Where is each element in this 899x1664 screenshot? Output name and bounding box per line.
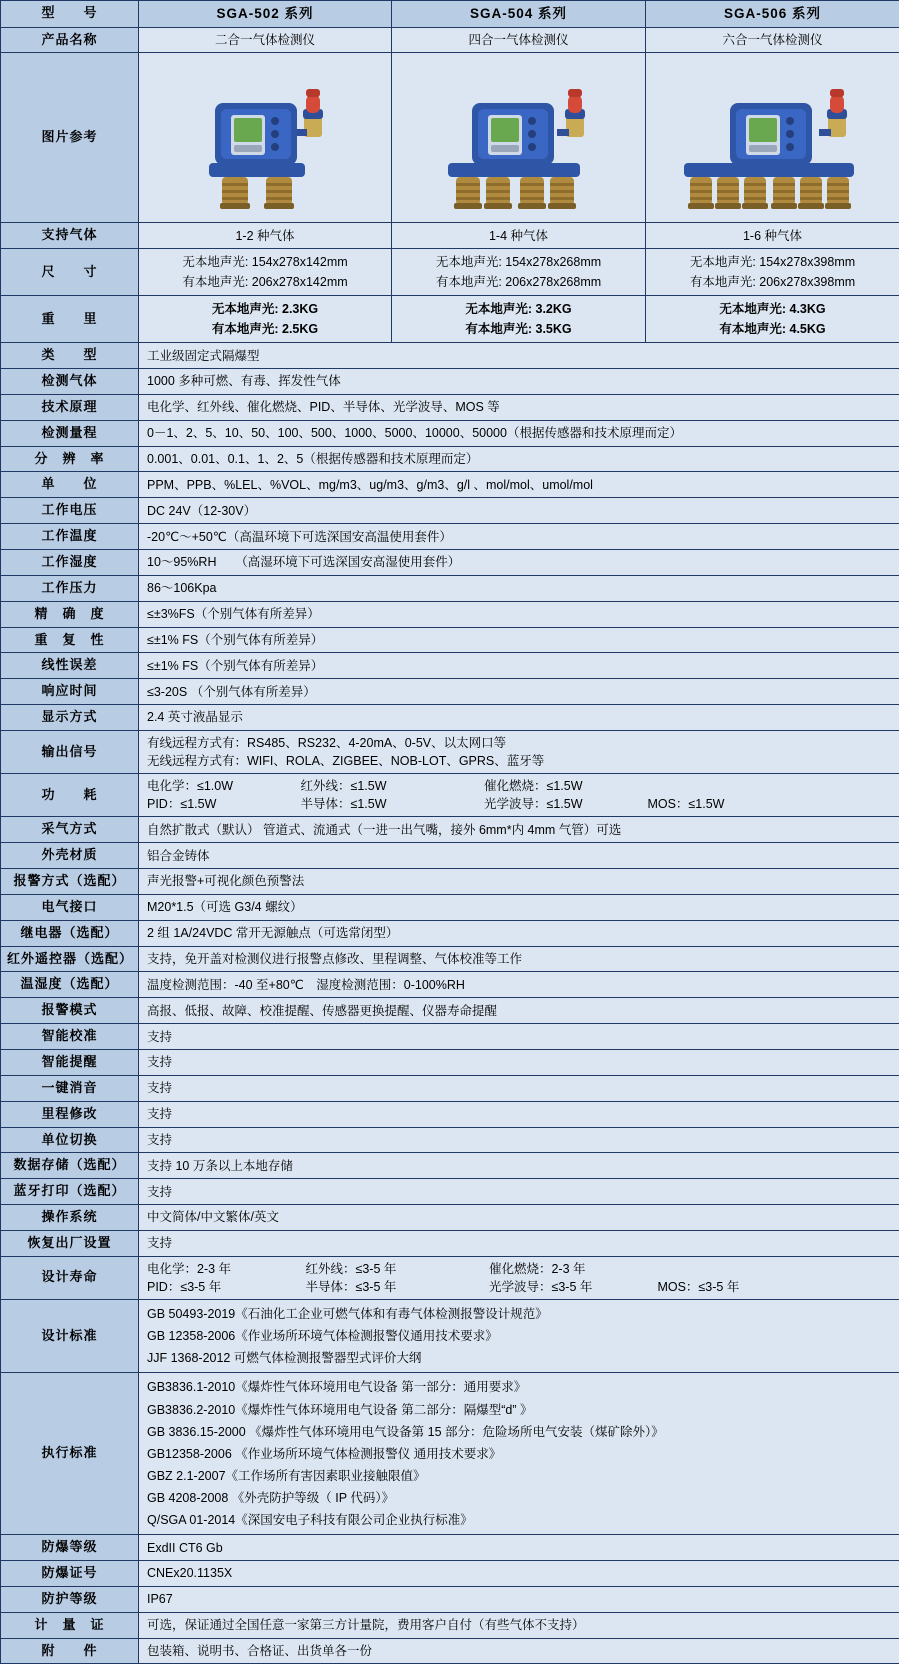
row-label-size: 尺 寸 — [1, 249, 139, 296]
table-row-model — [1, 1, 899, 28]
table-row-unit-switch — [1, 1127, 899, 1153]
row-label-alarm-mode: 报警模式 — [1, 998, 139, 1024]
table-row-image-ref — [1, 53, 899, 223]
model-col-3: SGA-506 系列 — [646, 1, 899, 28]
table-row-unit — [1, 472, 899, 498]
row-label-weight: 重 里 — [1, 296, 139, 343]
power-mos: MOS：≤1.5W — [647, 797, 724, 811]
weight-col-2 — [392, 296, 646, 343]
table-row-alarm-type — [1, 869, 899, 895]
row-label-smart-reminder: 智能提醒 — [1, 1050, 139, 1076]
power-semiconductor: 半导体：≤1.5W — [300, 795, 480, 813]
size-3-with-alarm: 有本地声光: 206x278x398mm — [652, 272, 893, 292]
table-row-alarm-mode — [1, 998, 899, 1024]
table-row-response-time — [1, 679, 899, 705]
life-optical: 光学波导：≤3-5 年 — [489, 1278, 654, 1296]
support-gas-1: 1-2 种气体 — [139, 223, 392, 249]
row-value-sampling: 自然扩散式（默认） 管道式、流通式（一进一出气嘴，接外 6mm*内 4mm 气管）可选 — [139, 817, 899, 843]
support-gas-2: 1-4 种气体 — [392, 223, 646, 249]
row-value-output-signal — [139, 730, 899, 773]
design-life-line-2 — [147, 1278, 893, 1296]
row-value-metrology-cert: 可选，保证通过全国任意一家第三方计量院，费用客户自付（有些气体不支持） — [139, 1612, 899, 1638]
gas-detector-icon — [660, 59, 885, 214]
row-label-linearity: 线性误差 — [1, 653, 139, 679]
table-row-humidity — [1, 550, 899, 576]
table-row-voltage — [1, 498, 899, 524]
weight-1-with-alarm: 有本地声光: 2.5KG — [145, 319, 385, 339]
row-value-alarm-mode: 高报、低报、故障、校准提醒、传感器更换提醒、仪器寿命提醒 — [139, 998, 899, 1024]
row-value-ip-rating: IP67 — [139, 1586, 899, 1612]
weight-3-no-alarm: 无本地声光: 4.3KG — [652, 299, 893, 319]
table-row-temperature — [1, 524, 899, 550]
life-pid: PID：≤3-5 年 — [147, 1278, 302, 1296]
row-label-relay: 继电器（选配） — [1, 920, 139, 946]
device-image-6in1 — [646, 53, 899, 223]
row-value-temperature: -20℃～+50℃（高温环境下可选深国安高温使用套件） — [139, 524, 899, 550]
power-electrochemical: 电化学：≤1.0W — [147, 777, 297, 795]
row-label-product-name: 产品名称 — [1, 27, 139, 53]
row-value-power — [139, 774, 899, 817]
row-label-temperature: 工作温度 — [1, 524, 139, 550]
row-label-data-storage: 数据存储（选配） — [1, 1153, 139, 1179]
weight-col-3 — [646, 296, 899, 343]
gas-detector-icon — [165, 59, 365, 214]
power-catalytic: 催化燃烧：≤1.5W — [484, 779, 583, 793]
table-row-range-modify — [1, 1101, 899, 1127]
table-row-accessories — [1, 1638, 899, 1664]
row-value-type: 工业级固定式隔爆型 — [139, 343, 899, 369]
row-value-data-storage: 支持 10 万条以上本地存储 — [139, 1153, 899, 1179]
table-row-size — [1, 249, 899, 296]
row-value-bluetooth-print: 支持 — [139, 1179, 899, 1205]
row-label-os: 操作系统 — [1, 1205, 139, 1231]
table-row-mute — [1, 1075, 899, 1101]
row-value-range-modify: 支持 — [139, 1101, 899, 1127]
row-value-os: 中文简体/中文繁体/英文 — [139, 1205, 899, 1231]
row-label-bluetooth-print: 蓝牙打印（选配） — [1, 1179, 139, 1205]
row-label-housing: 外壳材质 — [1, 843, 139, 869]
row-value-pressure: 86～106Kpa — [139, 575, 899, 601]
table-row-resolution — [1, 446, 899, 472]
table-row-tech-principle — [1, 394, 899, 420]
product-name-2: 四合一气体检测仪 — [392, 27, 646, 53]
row-label-image-ref: 图片参考 — [1, 53, 139, 223]
table-row-detect-gas — [1, 369, 899, 395]
table-row-electrical-interface — [1, 894, 899, 920]
power-line-2 — [147, 795, 893, 813]
row-label-pressure: 工作压力 — [1, 575, 139, 601]
table-row-relay — [1, 920, 899, 946]
output-signal-wireless: 无线远程方式有：WIFI、ROLA、ZIGBEE、NOB-LOT、GPRS、蓝牙等 — [147, 752, 893, 770]
row-label-display: 显示方式 — [1, 705, 139, 731]
row-value-smart-calibration: 支持 — [139, 1024, 899, 1050]
weight-1-no-alarm: 无本地声光: 2.3KG — [145, 299, 385, 319]
table-row-design-standard — [1, 1300, 899, 1373]
size-2-with-alarm: 有本地声光: 206x278x268mm — [398, 272, 639, 292]
weight-col-1 — [139, 296, 392, 343]
row-value-detect-gas: 1000 多种可燃、有毒、挥发性气体 — [139, 369, 899, 395]
power-infrared: 红外线：≤1.5W — [300, 777, 480, 795]
row-value-smart-reminder: 支持 — [139, 1050, 899, 1076]
size-2-no-alarm: 无本地声光: 154x278x268mm — [398, 252, 639, 272]
row-value-ex-cert: CNEx20.1135X — [139, 1561, 899, 1587]
row-label-ip-rating: 防护等级 — [1, 1586, 139, 1612]
row-label-factory-reset: 恢复出厂设置 — [1, 1230, 139, 1256]
row-label-ex-rating: 防爆等级 — [1, 1535, 139, 1561]
row-label-accuracy: 精 确 度 — [1, 601, 139, 627]
row-label-tech-principle: 技术原理 — [1, 394, 139, 420]
row-label-resolution: 分 辨 率 — [1, 446, 139, 472]
table-row-linearity — [1, 653, 899, 679]
table-row-repeatability — [1, 627, 899, 653]
table-row-display — [1, 705, 899, 731]
row-value-design-life — [139, 1256, 899, 1299]
weight-2-no-alarm: 无本地声光: 3.2KG — [398, 299, 639, 319]
exec-standard-item: GB12358-2006 《作业场所环境气体检测报警仪 通用技术要求》 — [147, 1443, 893, 1465]
table-row-type — [1, 343, 899, 369]
support-gas-3: 1-6 种气体 — [646, 223, 899, 249]
model-col-1: SGA-502 系列 — [139, 1, 392, 28]
row-label-power: 功 耗 — [1, 774, 139, 817]
row-label-type: 类 型 — [1, 343, 139, 369]
table-row-ex-rating — [1, 1535, 899, 1561]
size-col-3 — [646, 249, 899, 296]
row-label-output-signal: 输出信号 — [1, 730, 139, 773]
row-label-design-standard: 设计标准 — [1, 1300, 139, 1373]
row-value-ex-rating: ExdII CT6 Gb — [139, 1535, 899, 1561]
row-value-electrical-interface: M20*1.5（可选 G3/4 螺纹） — [139, 894, 899, 920]
power-line-1 — [147, 777, 893, 795]
row-label-mute: 一键消音 — [1, 1075, 139, 1101]
table-row-design-life — [1, 1256, 899, 1299]
row-value-factory-reset: 支持 — [139, 1230, 899, 1256]
table-row-factory-reset — [1, 1230, 899, 1256]
weight-3-with-alarm: 有本地声光: 4.5KG — [652, 319, 893, 339]
table-row-sampling — [1, 817, 899, 843]
table-row-pressure — [1, 575, 899, 601]
row-label-electrical-interface: 电气接口 — [1, 894, 139, 920]
table-row-smart-calibration — [1, 1024, 899, 1050]
row-label-range: 检测量程 — [1, 420, 139, 446]
exec-standard-item: GB 3836.15-2000 《爆炸性气体环境用电气设备第 15 部分：危险场所电气安装（煤矿除外）》 — [147, 1421, 893, 1443]
model-col-2: SGA-504 系列 — [392, 1, 646, 28]
row-label-metrology-cert: 计 量 证 — [1, 1612, 139, 1638]
row-value-ir-remote: 支持，免开盖对检测仪进行报警点修改、里程调整、气体校准等工作 — [139, 946, 899, 972]
row-label-range-modify: 里程修改 — [1, 1101, 139, 1127]
row-value-relay: 2 组 1A/24VDC 常开无源触点（可选常闭型） — [139, 920, 899, 946]
product-name-1: 二合一气体检测仪 — [139, 27, 392, 53]
row-value-response-time: ≤3-20S （个别气体有所差异） — [139, 679, 899, 705]
size-1-with-alarm: 有本地声光: 206x278x142mm — [145, 272, 385, 292]
size-col-1 — [139, 249, 392, 296]
row-label-repeatability: 重 复 性 — [1, 627, 139, 653]
table-row-ip-rating — [1, 1586, 899, 1612]
row-value-display: 2.4 英寸液晶显示 — [139, 705, 899, 731]
row-label-support-gas: 支持气体 — [1, 223, 139, 249]
table-row-bluetooth-print — [1, 1179, 899, 1205]
table-row-metrology-cert — [1, 1612, 899, 1638]
table-row-accuracy — [1, 601, 899, 627]
device-image-2in1 — [139, 53, 392, 223]
row-value-humidity: 10～95%RH （高湿环境下可选深国安高湿使用套件） — [139, 550, 899, 576]
table-row-housing — [1, 843, 899, 869]
design-life-line-1 — [147, 1260, 893, 1278]
life-mos: MOS：≤3-5 年 — [657, 1280, 739, 1294]
row-label-detect-gas: 检测气体 — [1, 369, 139, 395]
exec-standard-item: GBZ 2.1-2007《工作场所有害因素职业接触限值》 — [147, 1465, 893, 1487]
row-label-model: 型 号 — [1, 1, 139, 28]
row-label-unit: 单 位 — [1, 472, 139, 498]
row-value-design-standard — [139, 1300, 899, 1373]
table-row-ir-remote — [1, 946, 899, 972]
table-row-power — [1, 774, 899, 817]
row-value-unit: PPM、PPB、%LEL、%VOL、mg/m3、ug/m3、g/m3、g/l 、mol/mol、umol/mol — [139, 472, 899, 498]
row-label-response-time: 响应时间 — [1, 679, 139, 705]
row-label-smart-calibration: 智能校准 — [1, 1024, 139, 1050]
product-name-3: 六合一气体检测仪 — [646, 27, 899, 53]
power-optical: 光学波导：≤1.5W — [484, 795, 644, 813]
table-row-smart-reminder — [1, 1050, 899, 1076]
row-value-mute: 支持 — [139, 1075, 899, 1101]
row-label-ex-cert: 防爆证号 — [1, 1561, 139, 1587]
life-catalytic: 催化燃烧：2-3 年 — [489, 1262, 586, 1276]
row-label-voltage: 工作电压 — [1, 498, 139, 524]
row-value-accuracy: ≤±3%FS（个别气体有所差异） — [139, 601, 899, 627]
row-value-linearity: ≤±1% FS（个别气体有所差异） — [139, 653, 899, 679]
table-row-ex-cert — [1, 1561, 899, 1587]
exec-standard-item: GB3836.2-2010《爆炸性气体环境用电气设备 第二部分：隔爆型“d” 》 — [147, 1399, 893, 1421]
table-row-temp-humidity-option — [1, 972, 899, 998]
row-label-accessories: 附 件 — [1, 1638, 139, 1664]
life-electrochemical: 电化学：2-3 年 — [147, 1260, 302, 1278]
table-row-range — [1, 420, 899, 446]
row-value-repeatability: ≤±1% FS（个别气体有所差异） — [139, 627, 899, 653]
row-label-temp-humidity-option: 温湿度（选配） — [1, 972, 139, 998]
table-row-weight — [1, 296, 899, 343]
exec-standard-item: Q/SGA 01-2014《深国安电子科技有限公司企业执行标准》 — [147, 1509, 893, 1531]
design-standard-item: GB 50493-2019《石油化工企业可燃气体和有毒气体检测报警设计规范》 — [147, 1303, 893, 1325]
power-pid: PID：≤1.5W — [147, 795, 297, 813]
size-3-no-alarm: 无本地声光: 154x278x398mm — [652, 252, 893, 272]
row-value-voltage: DC 24V（12-30V） — [139, 498, 899, 524]
life-infrared: 红外线：≤3-5 年 — [305, 1260, 485, 1278]
table-row-data-storage — [1, 1153, 899, 1179]
row-value-tech-principle: 电化学、红外线、催化燃烧、PID、半导体、光学波导、MOS 等 — [139, 394, 899, 420]
row-label-exec-standard: 执行标准 — [1, 1373, 139, 1535]
table-row-product-name — [1, 27, 899, 53]
table-row-os — [1, 1205, 899, 1231]
exec-standard-item: GB3836.1-2010《爆炸性气体环境用电气设备 第一部分：通用要求》 — [147, 1376, 893, 1398]
design-standard-item: GB 12358-2006《作业场所环境气体检测报警仪通用技术要求》 — [147, 1325, 893, 1347]
device-image-4in1 — [392, 53, 646, 223]
exec-standard-item: GB 4208-2008 《外壳防护等级（ IP 代码）》 — [147, 1487, 893, 1509]
row-label-alarm-type: 报警方式（选配） — [1, 869, 139, 895]
row-value-unit-switch: 支持 — [139, 1127, 899, 1153]
size-1-no-alarm: 无本地声光: 154x278x142mm — [145, 252, 385, 272]
row-value-resolution: 0.001、0.01、0.1、1、2、5（根据传感器和技术原理而定） — [139, 446, 899, 472]
output-signal-wired: 有线远程方式有：RS485、RS232、4-20mA、0-5V、以太网口等 — [147, 734, 893, 752]
row-label-humidity: 工作湿度 — [1, 550, 139, 576]
design-standard-item: JJF 1368-2012 可燃气体检测报警器型式评价大纲 — [147, 1347, 893, 1369]
row-label-ir-remote: 红外遥控器（选配） — [1, 946, 139, 972]
gas-detector-icon — [414, 59, 624, 214]
row-value-accessories: 包装箱、说明书、合格证、出货单各一份 — [139, 1638, 899, 1664]
row-label-design-life: 设计寿命 — [1, 1256, 139, 1299]
size-col-2 — [392, 249, 646, 296]
row-label-sampling: 采气方式 — [1, 817, 139, 843]
row-value-housing: 铝合金铸体 — [139, 843, 899, 869]
life-semiconductor: 半导体：≤3-5 年 — [305, 1278, 485, 1296]
table-row-support-gas — [1, 223, 899, 249]
weight-2-with-alarm: 有本地声光: 3.5KG — [398, 319, 639, 339]
row-value-temp-humidity-option: 温度检测范围：-40 至+80℃ 湿度检测范围：0-100%RH — [139, 972, 899, 998]
row-value-range: 0－1、2、5、10、50、100、500、1000、5000、10000、50000（根据传感器和技术原理而定） — [139, 420, 899, 446]
row-value-alarm-type: 声光报警+可视化颜色预警法 — [139, 869, 899, 895]
table-row-output-signal — [1, 730, 899, 773]
row-label-unit-switch: 单位切换 — [1, 1127, 139, 1153]
